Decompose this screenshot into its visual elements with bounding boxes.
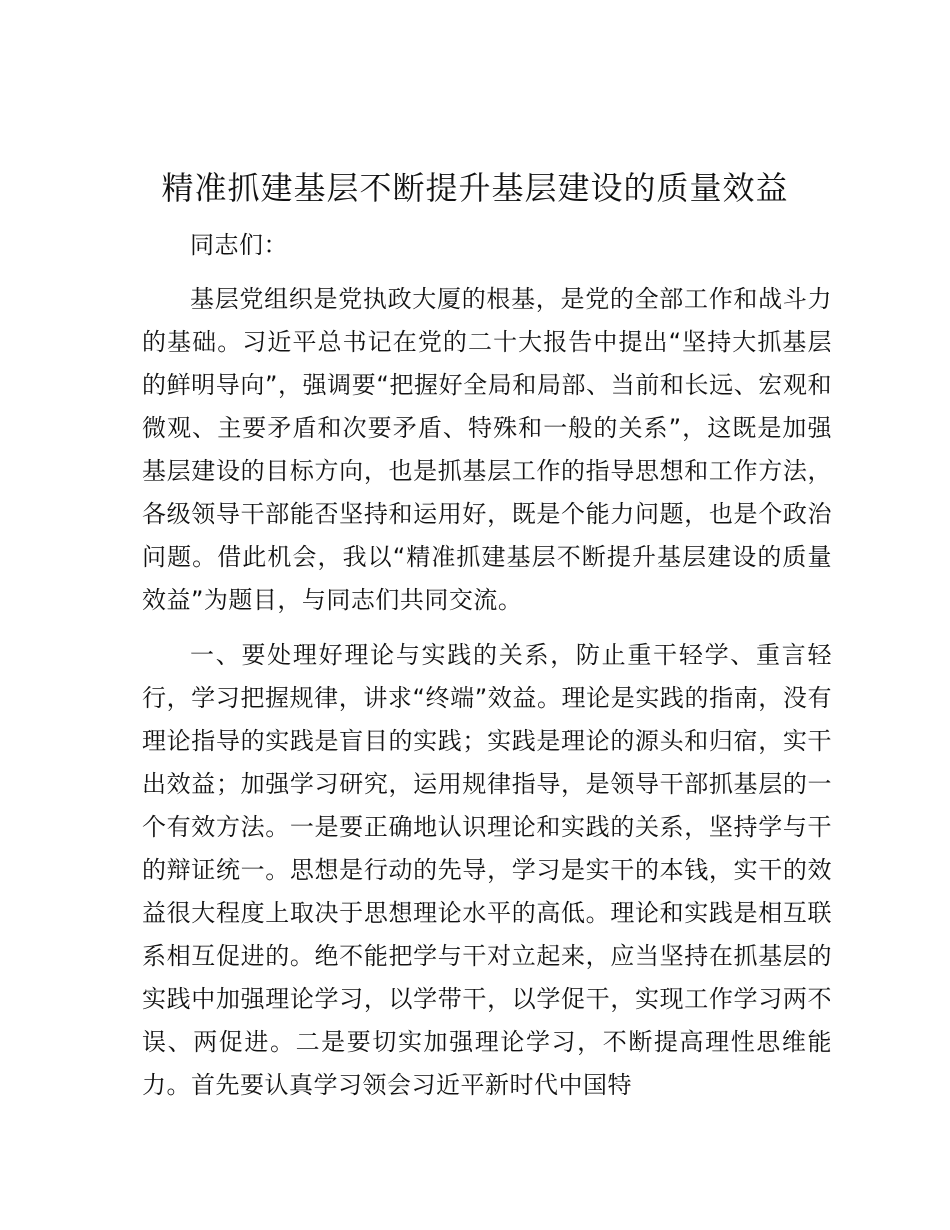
document-title: 精准抓建基层不断提升基层建设的质量效益 (161, 169, 789, 207)
paragraph-section-one: 一、要处理好理论与实践的关系，防止重干轻学、重言轻行，学习把握规律，讲求“终端”效益。理论是实践的指南，没有理论指导的实践是盲目的实践；实践是理论的源头和归宿，实干出效益；加强学习研究，运用规律指导，是领导干部抓基层的一个有效方法。一是要正确地认识理论和实践的关系，坚持学与干的辩证统一。思想是行动的先导，学习是实干的本钱，实干的效益很大程度上取决于思想理论水平的高低。理论和实践是相互联系相互促进的。绝不能把学与干对立起来，应当坚持在抓基层的实践中加强理论学习，以学带干，以学促干，实现工作学习两不误、两促进。二是要切实加强理论学习，不断提高理性思维能力。首先要认真学习领会习近平新时代中国特 (142, 641, 832, 1099)
paragraph-intro: 基层党组织是党执政大厦的根基，是党的全部工作和战斗力的基础。习近平总书记在党的二十大报告中提出“坚持大抓基层的鲜明导向”，强调要“把握好全局和局部、当前和长远、宏观和微观、主要矛盾和次要矛盾、特殊和一般的关系”，这既是加强基层建设的目标方向，也是抓基层工作的指导思想和工作方法，各级领导干部能否坚持和运用好，既是个能力问题，也是个政治问题。借此机会，我以“精准抓建基层不断提升基层建设的质量效益”为题目，与同志们共同交流。 (142, 285, 832, 614)
greeting: 同志们： (190, 231, 288, 259)
